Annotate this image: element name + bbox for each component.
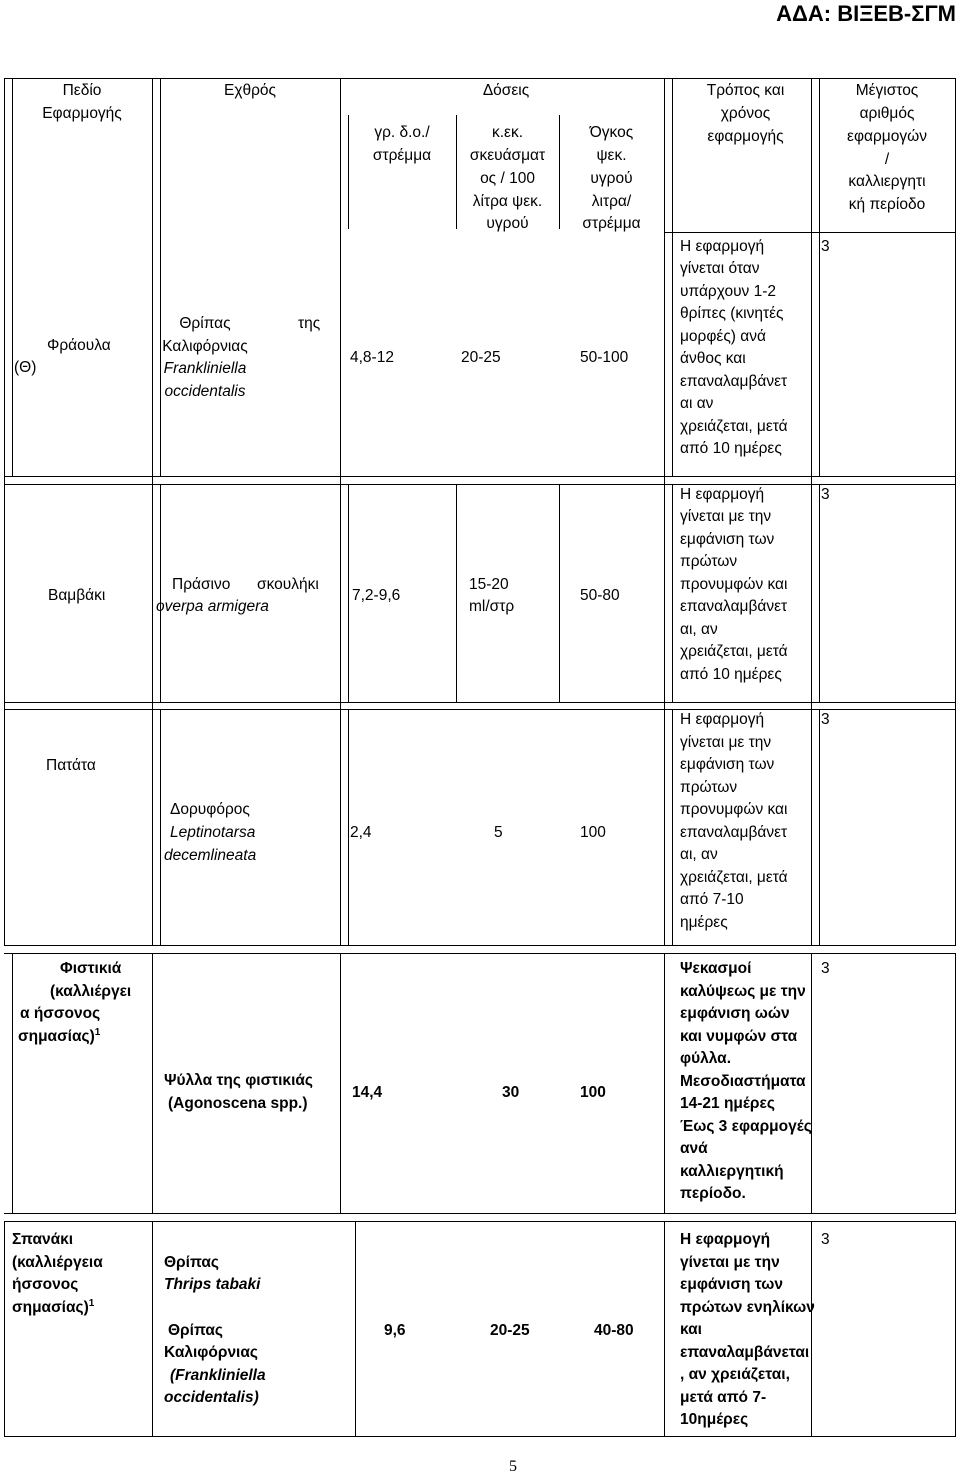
- dose-gr: 2,4: [350, 824, 372, 841]
- dose-cc: 20-25: [461, 349, 501, 366]
- crop-name: Φράουλα: [47, 337, 111, 354]
- header-enemy: Εχθρός: [223, 82, 276, 99]
- enemy-latin: overpa armigera: [156, 598, 269, 615]
- dose-volume: 50-80: [580, 587, 620, 604]
- max-apps: 3: [821, 960, 830, 977]
- dose-cc: 15-20: [469, 576, 509, 593]
- dose-volume: 100: [580, 824, 606, 841]
- dose-volume: 40-80: [594, 1322, 634, 1339]
- max-apps: 3: [821, 486, 830, 503]
- dose-cc: 30: [502, 1084, 520, 1101]
- page-number: 5: [509, 1458, 517, 1475]
- max-apps: 3: [821, 238, 830, 255]
- document-id: ΑΔΑ: ΒΙΞΕΒ-ΣΓΜ: [776, 1, 956, 26]
- header-doses: Δόσεις: [482, 82, 530, 99]
- dose-volume: 100: [580, 1084, 606, 1101]
- footnote-marker: 1: [94, 1026, 101, 1038]
- dose-gr: 9,6: [384, 1322, 406, 1339]
- dose-cc: 20-25: [490, 1322, 530, 1339]
- crop-name: Βαμβάκι: [48, 587, 106, 604]
- max-apps: 3: [821, 1231, 830, 1248]
- max-apps: 3: [821, 711, 830, 728]
- crop-note: (Θ): [14, 359, 37, 376]
- dose-cc: 5: [494, 824, 503, 841]
- dose-volume: 50-100: [580, 349, 629, 366]
- crop-name: Πατάτα: [46, 757, 96, 774]
- footnote-marker: 1: [88, 1297, 95, 1309]
- dose-gr: 7,2-9,6: [352, 587, 401, 604]
- dose-gr: 4,8-12: [350, 349, 394, 366]
- dose-gr: 14,4: [352, 1084, 383, 1101]
